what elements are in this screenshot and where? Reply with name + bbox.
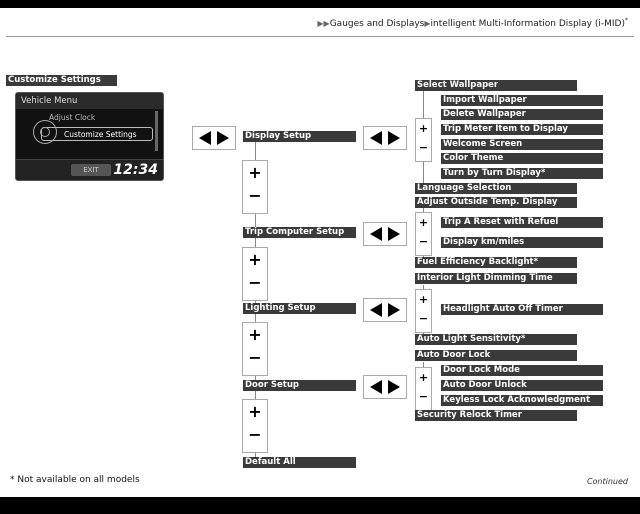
top-bar xyxy=(0,0,640,8)
plus-minus-selector-icon: + − xyxy=(242,399,268,453)
left-right-selector-icon xyxy=(363,375,407,399)
display-screen-image xyxy=(15,92,164,181)
display-km-miles-label: Display km/miles xyxy=(441,237,603,248)
left-right-selector-icon xyxy=(363,222,407,246)
trip-meter-item-label: Trip Meter Item to Display xyxy=(441,124,603,135)
left-right-selector-icon xyxy=(363,298,407,322)
screen-clock: 12:34 xyxy=(113,162,158,178)
screen-option-customize: Customize Settings xyxy=(41,127,153,141)
fuel-efficiency-backlight-label: Fuel Efficiency Backlight* xyxy=(415,257,577,268)
screen-option-adjust-clock: Adjust Clock xyxy=(49,113,96,122)
auto-door-lock-label: Auto Door Lock xyxy=(415,350,577,361)
delete-wallpaper-label: Delete Wallpaper xyxy=(441,109,603,120)
left-right-selector-icon xyxy=(363,126,407,150)
door-lock-mode-label: Door Lock Mode xyxy=(441,365,603,376)
import-wallpaper-label: Import Wallpaper xyxy=(441,95,603,106)
selector-knob-icon xyxy=(33,120,57,144)
header-divider xyxy=(6,36,634,37)
display-setup-label: Display Setup xyxy=(243,131,356,142)
bottom-bar xyxy=(0,497,640,514)
keyless-lock-ack-label: Keyless Lock Acknowledgment xyxy=(441,395,603,406)
welcome-screen-label: Welcome Screen xyxy=(441,139,603,150)
plus-minus-selector-icon: + − xyxy=(415,212,432,256)
breadcrumb-part2[interactable]: intelligent Multi-Information Display (i-MID) xyxy=(430,19,625,29)
breadcrumb-arrow-icon: ▶▶ xyxy=(317,19,330,28)
plus-minus-selector-icon: + − xyxy=(242,160,268,214)
plus-minus-selector-icon: + − xyxy=(242,247,268,301)
door-setup-label: Door Setup xyxy=(243,380,356,391)
breadcrumb-footnote-mark: * xyxy=(625,17,628,24)
headlight-auto-off-label: Headlight Auto Off Timer xyxy=(441,304,603,315)
plus-minus-selector-icon: + − xyxy=(242,322,268,376)
interior-light-dimming-label: Interior Light Dimming Time xyxy=(415,273,577,284)
trip-computer-setup-label: Trip Computer Setup xyxy=(243,227,356,238)
breadcrumb-part1[interactable]: Gauges and Displays xyxy=(329,19,425,29)
breadcrumb xyxy=(317,17,628,29)
lighting-setup-label: Lighting Setup xyxy=(243,303,356,314)
breadcrumb-arrow-icon: ▶ xyxy=(424,19,431,28)
default-all-label: Default All xyxy=(243,457,356,468)
footnote: * Not available on all models xyxy=(10,475,140,485)
language-selection-label: Language Selection xyxy=(415,183,577,194)
plus-minus-selector-icon: + − xyxy=(415,289,432,333)
continued-link[interactable]: Continued xyxy=(586,477,628,486)
screen-footer xyxy=(16,159,163,180)
left-right-selector-icon xyxy=(192,126,236,150)
security-relock-timer-label: Security Relock Timer xyxy=(415,410,577,421)
adjust-outside-temp-label: Adjust Outside Temp. Display xyxy=(415,197,577,208)
auto-light-sensitivity-label: Auto Light Sensitivity* xyxy=(415,334,577,345)
screen-exit-button: EXIT xyxy=(71,164,111,176)
screen-header: Vehicle Menu xyxy=(16,93,163,109)
section-title: Customize Settings xyxy=(6,75,117,86)
turn-by-turn-label: Turn by Turn Display* xyxy=(441,168,603,179)
plus-minus-selector-icon: + − xyxy=(415,118,432,162)
auto-door-unlock-label: Auto Door Unlock xyxy=(441,380,603,391)
trip-a-reset-label: Trip A Reset with Refuel xyxy=(441,217,603,228)
plus-minus-selector-icon: + − xyxy=(415,367,432,411)
color-theme-label: Color Theme xyxy=(441,153,603,164)
select-wallpaper-label: Select Wallpaper xyxy=(415,80,577,91)
screen-scrollbar xyxy=(155,111,158,151)
